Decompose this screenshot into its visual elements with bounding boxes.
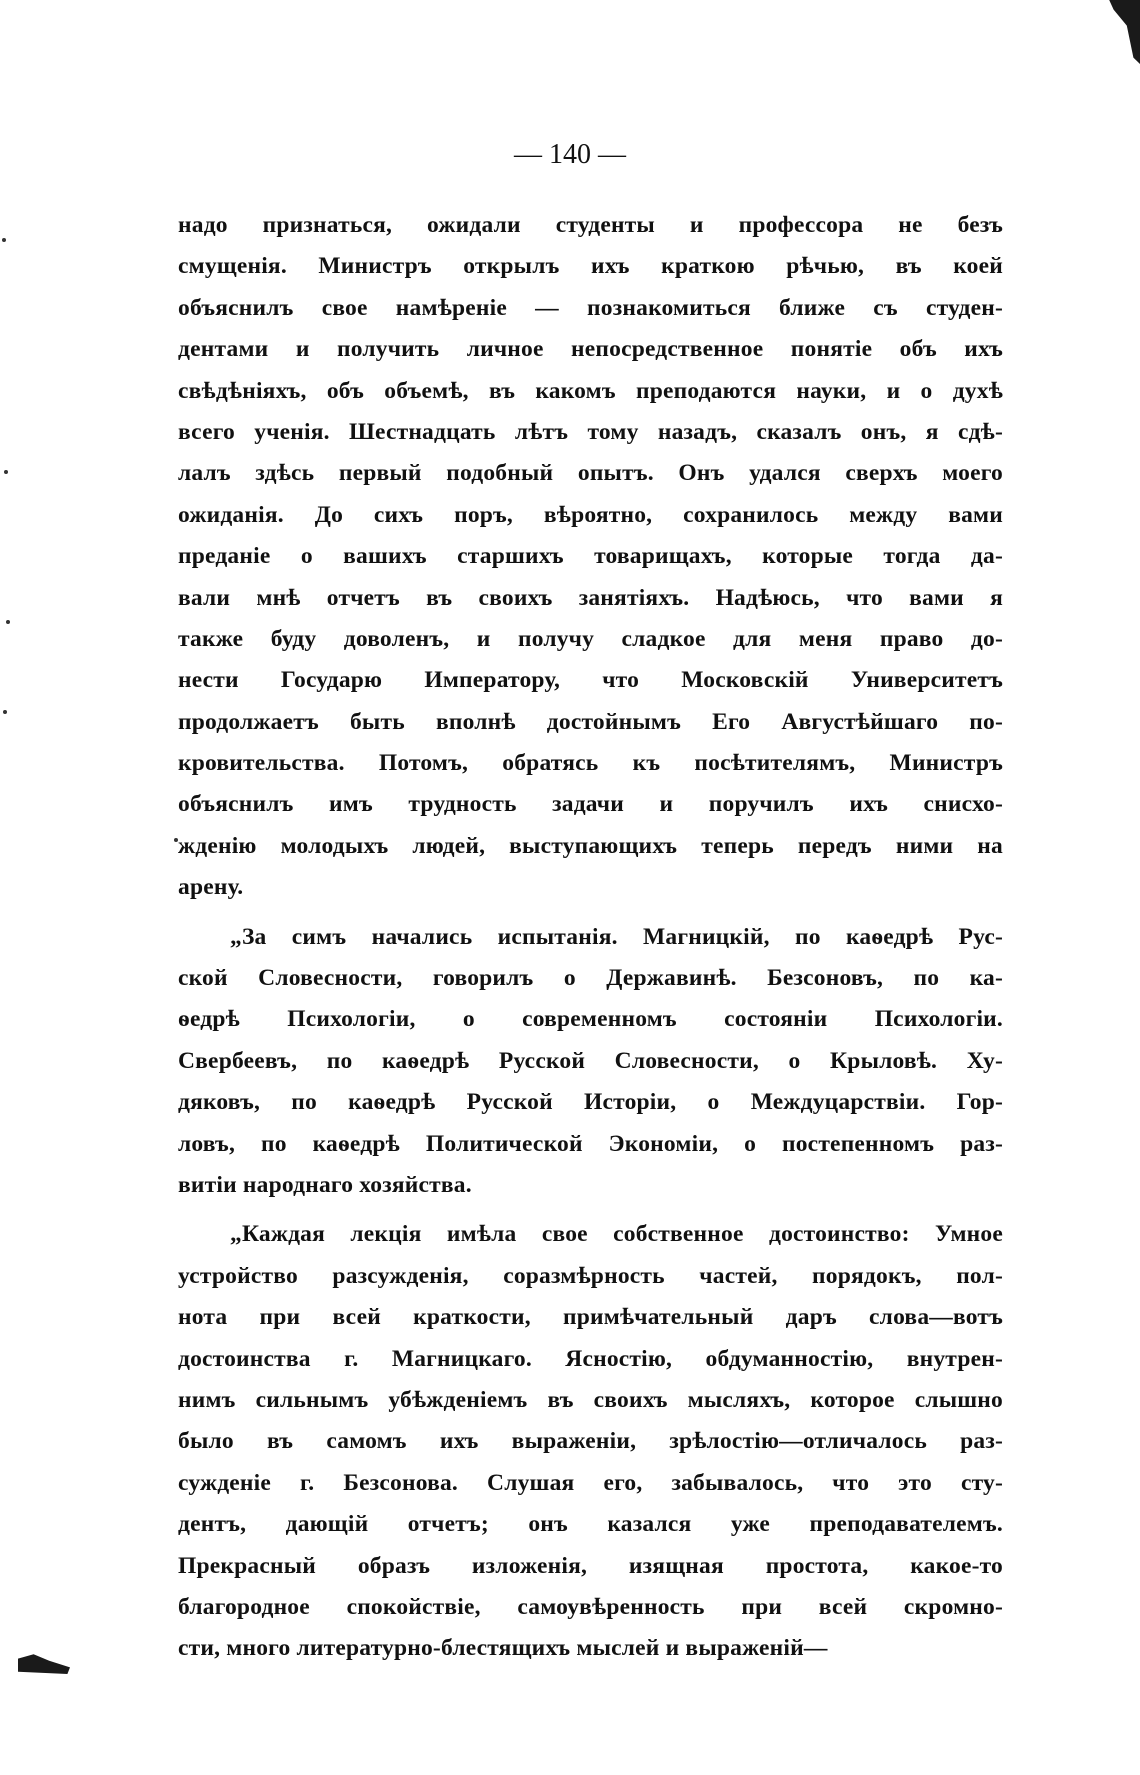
text-line: ѳедрѣ Психологіи, о современномъ состояніи Психологіи. xyxy=(178,1006,1003,1033)
paragraph xyxy=(178,1214,1003,1669)
scan-dot xyxy=(4,470,8,474)
text-line: „За симъ начались испытанія. Магницкій, по каѳедрѣ Рус- xyxy=(230,923,1003,950)
text-line: арену. xyxy=(178,874,244,901)
text-line: устройство разсужденія, соразмѣрность частей, порядокъ, пол- xyxy=(178,1262,1003,1289)
paragraph-gap xyxy=(178,909,1003,917)
text-line: ловъ, по каѳедрѣ Политической Экономіи, о постепенномъ раз- xyxy=(178,1130,1003,1157)
scan-dot xyxy=(2,238,6,242)
text-line: дентами и получить личное непосредственное понятіе объ ихъ xyxy=(178,336,1003,363)
text-line: нота при всей краткости, примѣчательный даръ слова—вотъ xyxy=(178,1304,1003,1331)
paragraph xyxy=(178,205,1003,909)
text-line: дяковъ, по каѳедрѣ Русской Исторіи, о Междуцарствіи. Гор- xyxy=(178,1089,1003,1116)
text-line: „Каждая лекція имѣла свое собственное достоинство: Умное xyxy=(230,1221,1003,1248)
page-number: — 140 — xyxy=(514,139,626,170)
text-line: достоинства г. Магницкаго. Ясностію, обдуманностію, внутрен- xyxy=(178,1345,1003,1372)
text-line: благородное спокойствіе, самоувѣренность при всей скромно- xyxy=(178,1593,1003,1620)
text-line: сти, много литературно-блестящихъ мыслей и выраженій— xyxy=(178,1635,828,1662)
text-line: надо признаться, ожидали студенты и профессора не безъ xyxy=(178,212,1003,238)
text-line: нести Государю Императору, что Московскій Университетъ xyxy=(178,667,1003,694)
text-line: ожиданія. До сихъ поръ, вѣроятно, сохранилось между вами xyxy=(178,501,1003,528)
text-line: ской Словесности, говорилъ о Державинѣ. Безсоновъ, по ка- xyxy=(178,965,1003,992)
text-line: объяснилъ имъ трудность задачи и поручилъ ихъ снисхо- xyxy=(178,791,1003,818)
text-line: преданіе о вашихъ старшихъ товарищахъ, которые тогда да- xyxy=(178,543,1003,570)
text-line: было въ самомъ ихъ выраженіи, зрѣлостію—отличалось раз- xyxy=(178,1428,1003,1455)
body-text xyxy=(178,205,1003,1670)
scan-mark-top-right xyxy=(1096,0,1140,64)
text-line: лалъ здѣсь первый подобный опытъ. Онъ удался сверхъ моего xyxy=(178,460,1003,487)
text-line: кровительства. Потомъ, обратясь къ посѣтителямъ, Министръ xyxy=(178,750,1003,777)
scan-mark-bottom-left xyxy=(18,1652,70,1674)
text-line: Прекрасный образъ изложенія, изящная простота, какое-то xyxy=(178,1552,1003,1579)
text-line: также буду доволенъ, и получу сладкое для меня право до- xyxy=(178,625,1003,652)
text-line: нимъ сильнымъ убѣжденіемъ въ своихъ мысляхъ, которое слышно xyxy=(178,1386,1003,1413)
text-line: свѣдѣніяхъ, объ объемѣ, въ какомъ преподаются науки, и о духѣ xyxy=(178,377,1003,404)
scan-dot xyxy=(3,710,7,714)
text-line: всего ученія. Шестнадцать лѣтъ тому назадъ, сказалъ онъ, я сдѣ- xyxy=(178,418,1003,445)
text-line: Свербеевъ, по каѳедрѣ Русской Словесности, о Крыловѣ. Ху- xyxy=(178,1047,1003,1074)
paragraph xyxy=(178,917,1003,1207)
text-line: смущенія. Министръ открылъ ихъ краткою рѣчью, въ коей xyxy=(178,253,1003,280)
text-line: вали мнѣ отчетъ въ своихъ занятіяхъ. Надѣюсь, что вами я xyxy=(178,584,1003,611)
text-line: объяснилъ свое намѣреніе — познакомиться ближе съ студен- xyxy=(178,294,1003,321)
scan-dot xyxy=(6,620,10,624)
text-line: витіи народнаго хозяйства. xyxy=(178,1171,472,1198)
paragraph-gap xyxy=(178,1206,1003,1214)
text-line: жденію молодыхъ людей, выступающихъ теперь передъ ними на xyxy=(178,832,1003,859)
text-line: сужденіе г. Безсонова. Слушая его, забывалось, что это сту- xyxy=(178,1469,1003,1496)
text-line: дентъ, дающій отчетъ; онъ казался уже преподавателемъ. xyxy=(178,1511,1003,1538)
text-line: продолжаетъ быть вполнѣ достойнымъ Его Августѣйшаго по- xyxy=(178,708,1003,735)
